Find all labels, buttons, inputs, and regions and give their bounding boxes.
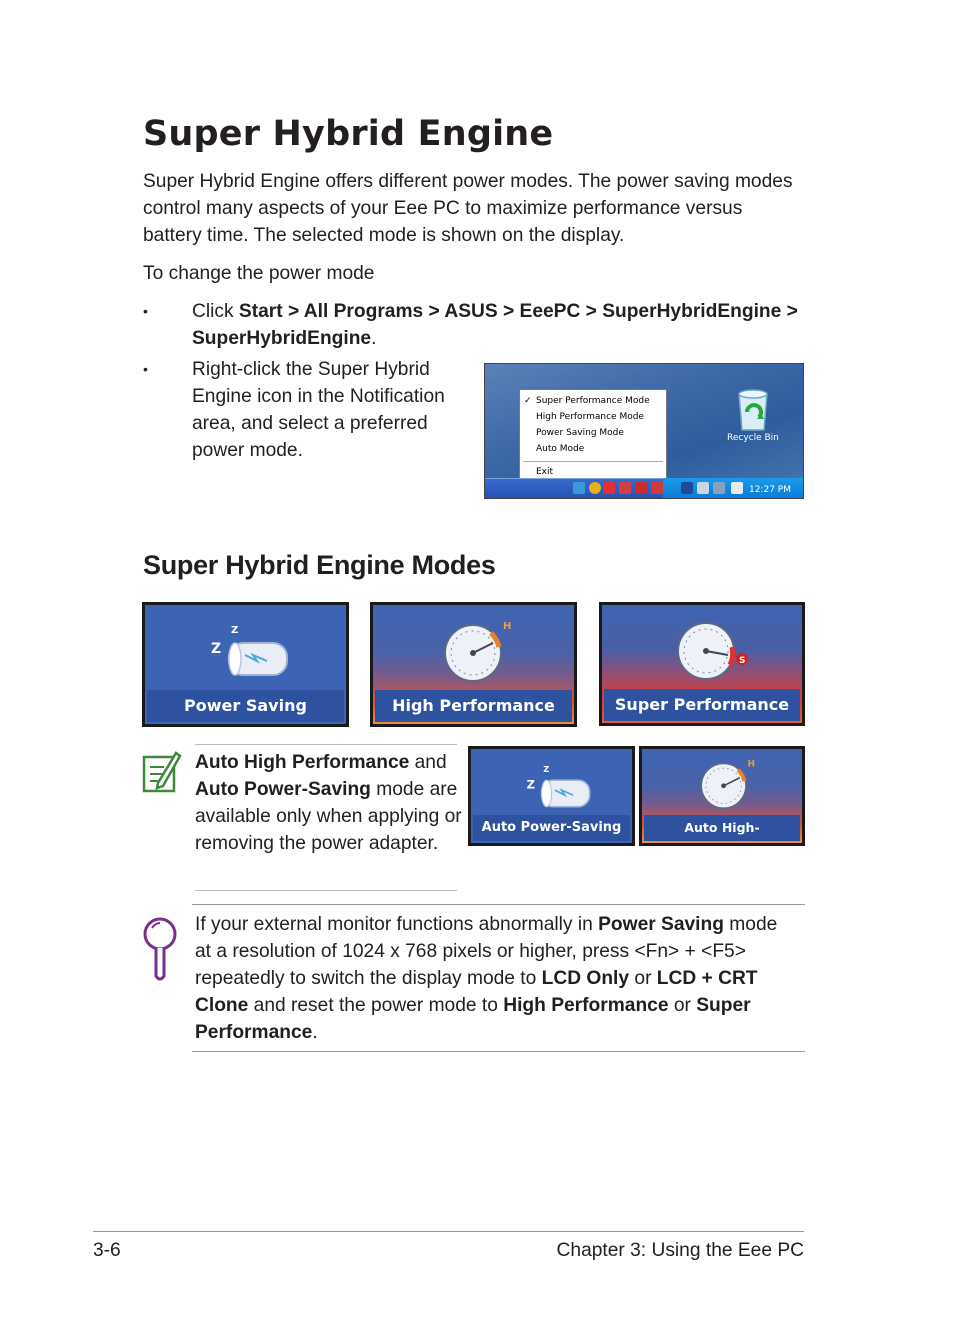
menu-item-exit[interactable]: Exit: [536, 467, 554, 477]
high-badge: H: [503, 621, 512, 632]
power-saving-label: Power Saving: [147, 690, 344, 722]
tip-text: [195, 911, 795, 1046]
menu-item-auto-mode[interactable]: Auto Mode: [536, 444, 585, 454]
bullet-marker: •: [143, 361, 148, 377]
tip-lcd-crt-clone: LCD + CRT Clone: [195, 968, 758, 1016]
sleep-z-large: Z: [211, 641, 222, 657]
recycle-bin-icon: [733, 386, 773, 432]
tip-text-6: .: [312, 1022, 318, 1043]
speedometer-icon: [441, 617, 521, 687]
context-menu: [519, 389, 667, 485]
auto-power-saving-label: Auto Power-Saving: [473, 815, 630, 841]
note-rule-top: [195, 744, 457, 745]
note-text-1: and: [409, 752, 447, 773]
notification-menu-screenshot: [484, 363, 804, 499]
high-performance-label: High Performance: [375, 690, 572, 722]
tip-power-saving: Power Saving: [598, 914, 724, 935]
tip-rule-bottom: [192, 1051, 805, 1052]
tray-shield-icon[interactable]: [589, 482, 601, 494]
tip-text-4: and reset the power mode to: [248, 995, 504, 1016]
bullet-text: Right-click the Super Hybrid Engine icon in the Notification area, and select a preferred power mode.: [192, 359, 445, 461]
power-saving-tile: [142, 602, 349, 727]
bullet-suffix: .: [371, 328, 377, 349]
tip-super-performance: Super Performance: [195, 995, 751, 1043]
chapter-title: Chapter 3: Using the Eee PC: [556, 1240, 804, 1261]
tip-text-5: or: [668, 995, 697, 1016]
note-pencil-icon: [142, 749, 182, 793]
speedometer-icon: [674, 617, 754, 687]
menu-item-high-performance[interactable]: High Performance Mode: [536, 412, 644, 422]
footer-rule: [93, 1231, 804, 1232]
bluetooth-icon[interactable]: [681, 482, 693, 494]
tray-wireless-icon[interactable]: [651, 482, 663, 494]
tray-clock: 12:27 PM: [749, 485, 791, 495]
tray-network-icon[interactable]: [619, 482, 631, 494]
recycle-bin-label: Recycle Bin: [727, 433, 779, 443]
tray-display-icon[interactable]: [713, 482, 725, 494]
bullet-marker: •: [143, 303, 148, 319]
tip-text-3: or: [629, 968, 657, 989]
tray-arrow-icon[interactable]: [573, 482, 585, 494]
super-performance-tile: [599, 602, 805, 726]
change-lead: To change the power mode: [143, 263, 375, 284]
note-auto-high: Auto High Performance: [195, 752, 410, 773]
page-number: 3-6: [93, 1240, 121, 1261]
magnifier-tip-icon: [140, 914, 180, 984]
tray-volume-icon[interactable]: [635, 482, 647, 494]
bullet-text: [192, 298, 812, 352]
tray-alert-icon[interactable]: [603, 482, 615, 494]
sleep-z-small: Z: [231, 625, 239, 636]
tip-rule-top: [192, 904, 805, 905]
sleep-z-small: Z: [543, 763, 550, 774]
menu-path: Start > All Programs > ASUS > EeePC > SuperHybridEngine > SuperHybridEngine: [192, 301, 798, 349]
super-badge: S: [739, 656, 746, 666]
auto-power-saving-tile: [468, 746, 635, 846]
note-text-2: mode are available only when applying or removing the power adapter.: [195, 779, 462, 854]
check-icon: ✓: [524, 396, 532, 406]
tray-monitor-icon[interactable]: [697, 482, 709, 494]
note-rule-bottom: [195, 890, 457, 891]
auto-high-performance-tile: [639, 746, 805, 861]
menu-item-super-performance[interactable]: Super Performance Mode: [536, 396, 650, 406]
tip-text-1: If your external monitor functions abnormally in: [195, 914, 599, 935]
tray-she-icon[interactable]: [731, 482, 743, 494]
menu-separator: [523, 461, 663, 462]
menu-item-power-saving[interactable]: Power Saving Mode: [536, 428, 624, 438]
modes-heading: Super Hybrid Engine Modes: [143, 550, 496, 580]
note-text: [195, 749, 465, 857]
battery-sleep-icon: [205, 615, 295, 685]
tip-lcd-only: LCD Only: [541, 968, 630, 989]
speedometer-icon: [698, 757, 762, 813]
high-performance-tile: [370, 602, 577, 727]
bullet-prefix: Click: [192, 301, 239, 322]
note-auto-power-saving: Auto Power-Saving: [195, 779, 371, 800]
intro-paragraph: Super Hybrid Engine offers different power modes. The power saving modes control many aspects of your Eee PC to maximize performance versus battery time. The selected mode is shown on the display.: [143, 171, 793, 246]
sleep-z-large: Z: [526, 777, 536, 792]
battery-sleep-icon: [519, 757, 599, 815]
tip-high-performance: High Performance: [503, 995, 669, 1016]
tip-text-2: mode at a resolution of 1024 x 768 pixels or higher, press <Fn> + <F5> repeatedly to switch the display mode to: [195, 914, 778, 989]
auto-high-performance-label: Auto High-Performance: [644, 815, 800, 841]
page-title: Super Hybrid Engine: [143, 114, 554, 154]
super-performance-label: Super Performance: [604, 689, 800, 721]
high-badge: H: [747, 759, 755, 770]
